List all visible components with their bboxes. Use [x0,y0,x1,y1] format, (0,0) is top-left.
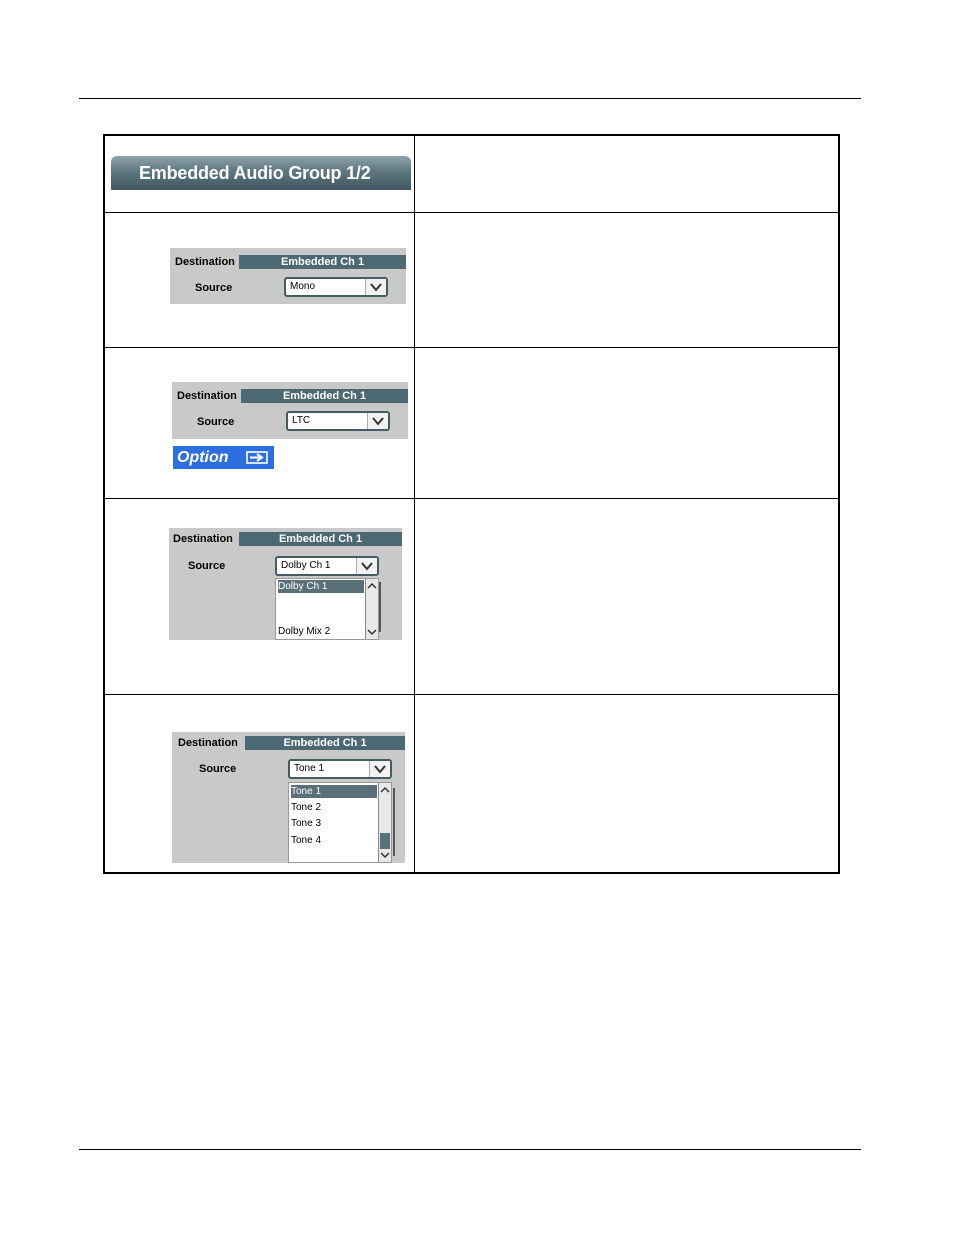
column-divider [414,136,415,872]
option-badge [173,446,274,469]
source-select[interactable] [286,411,390,431]
scroll-up-icon[interactable] [379,784,391,796]
top-rule [79,98,861,99]
destination-value: Embedded Ch 1 [239,532,402,546]
source-select[interactable] [275,556,379,576]
source-dropdown-list [288,782,392,863]
destination-label: Destination [173,533,233,545]
source-label: Source [188,560,226,572]
source-selected-value: LTC [292,415,311,426]
row-divider [105,212,838,213]
scroll-rail [379,582,381,632]
scroll-up-icon[interactable] [366,580,378,592]
bottom-rule [79,1149,861,1150]
destination-label: Destination [178,737,238,749]
routing-panel-tone [172,732,405,863]
list-item[interactable]: Dolby Ch 1 [278,580,364,593]
source-label: Source [195,282,233,294]
destination-value: Embedded Ch 1 [245,736,405,750]
chevron-down-icon[interactable] [356,558,377,574]
arrow-right-box-icon [246,451,268,464]
scroll-rail [393,788,395,856]
source-selected-value: Dolby Ch 1 [281,560,331,571]
list-item[interactable]: Tone 3 [291,818,322,829]
source-select[interactable] [288,759,392,779]
list-item[interactable]: Tone 4 [291,835,322,846]
list-scrollbar[interactable] [365,579,378,639]
destination-label: Destination [175,256,235,268]
source-selected-value: Tone 1 [294,763,325,774]
destination-value: Embedded Ch 1 [239,255,406,269]
chevron-down-icon[interactable] [367,413,388,429]
source-label: Source [199,763,237,775]
destination-value: Embedded Ch 1 [241,389,408,403]
scroll-thumb[interactable] [380,833,390,849]
list-item[interactable]: Tone 2 [291,802,322,813]
routing-panel-dolby [169,528,402,640]
chevron-down-icon[interactable] [365,279,386,295]
source-label: Source [197,416,235,428]
routing-panel-ltc [172,382,408,439]
routing-panel-mono [170,248,406,304]
parameter-table [103,134,840,874]
list-scrollbar[interactable] [378,783,391,862]
row-divider [105,347,838,348]
list-item[interactable]: Tone 1 [291,785,377,798]
option-label: Option [177,449,229,466]
row-divider [105,498,838,499]
source-select[interactable] [284,277,388,297]
chevron-down-icon[interactable] [369,761,390,777]
source-dropdown-list [275,578,379,640]
embedded-audio-group-tab[interactable]: Embedded Audio Group 1/2 [111,156,411,190]
source-selected-value: Mono [290,281,316,292]
destination-label: Destination [177,390,237,402]
list-item[interactable]: Dolby Mix 2 [278,626,331,637]
scroll-down-icon[interactable] [366,626,378,638]
scroll-down-icon[interactable] [379,849,391,861]
row-divider [105,694,838,695]
